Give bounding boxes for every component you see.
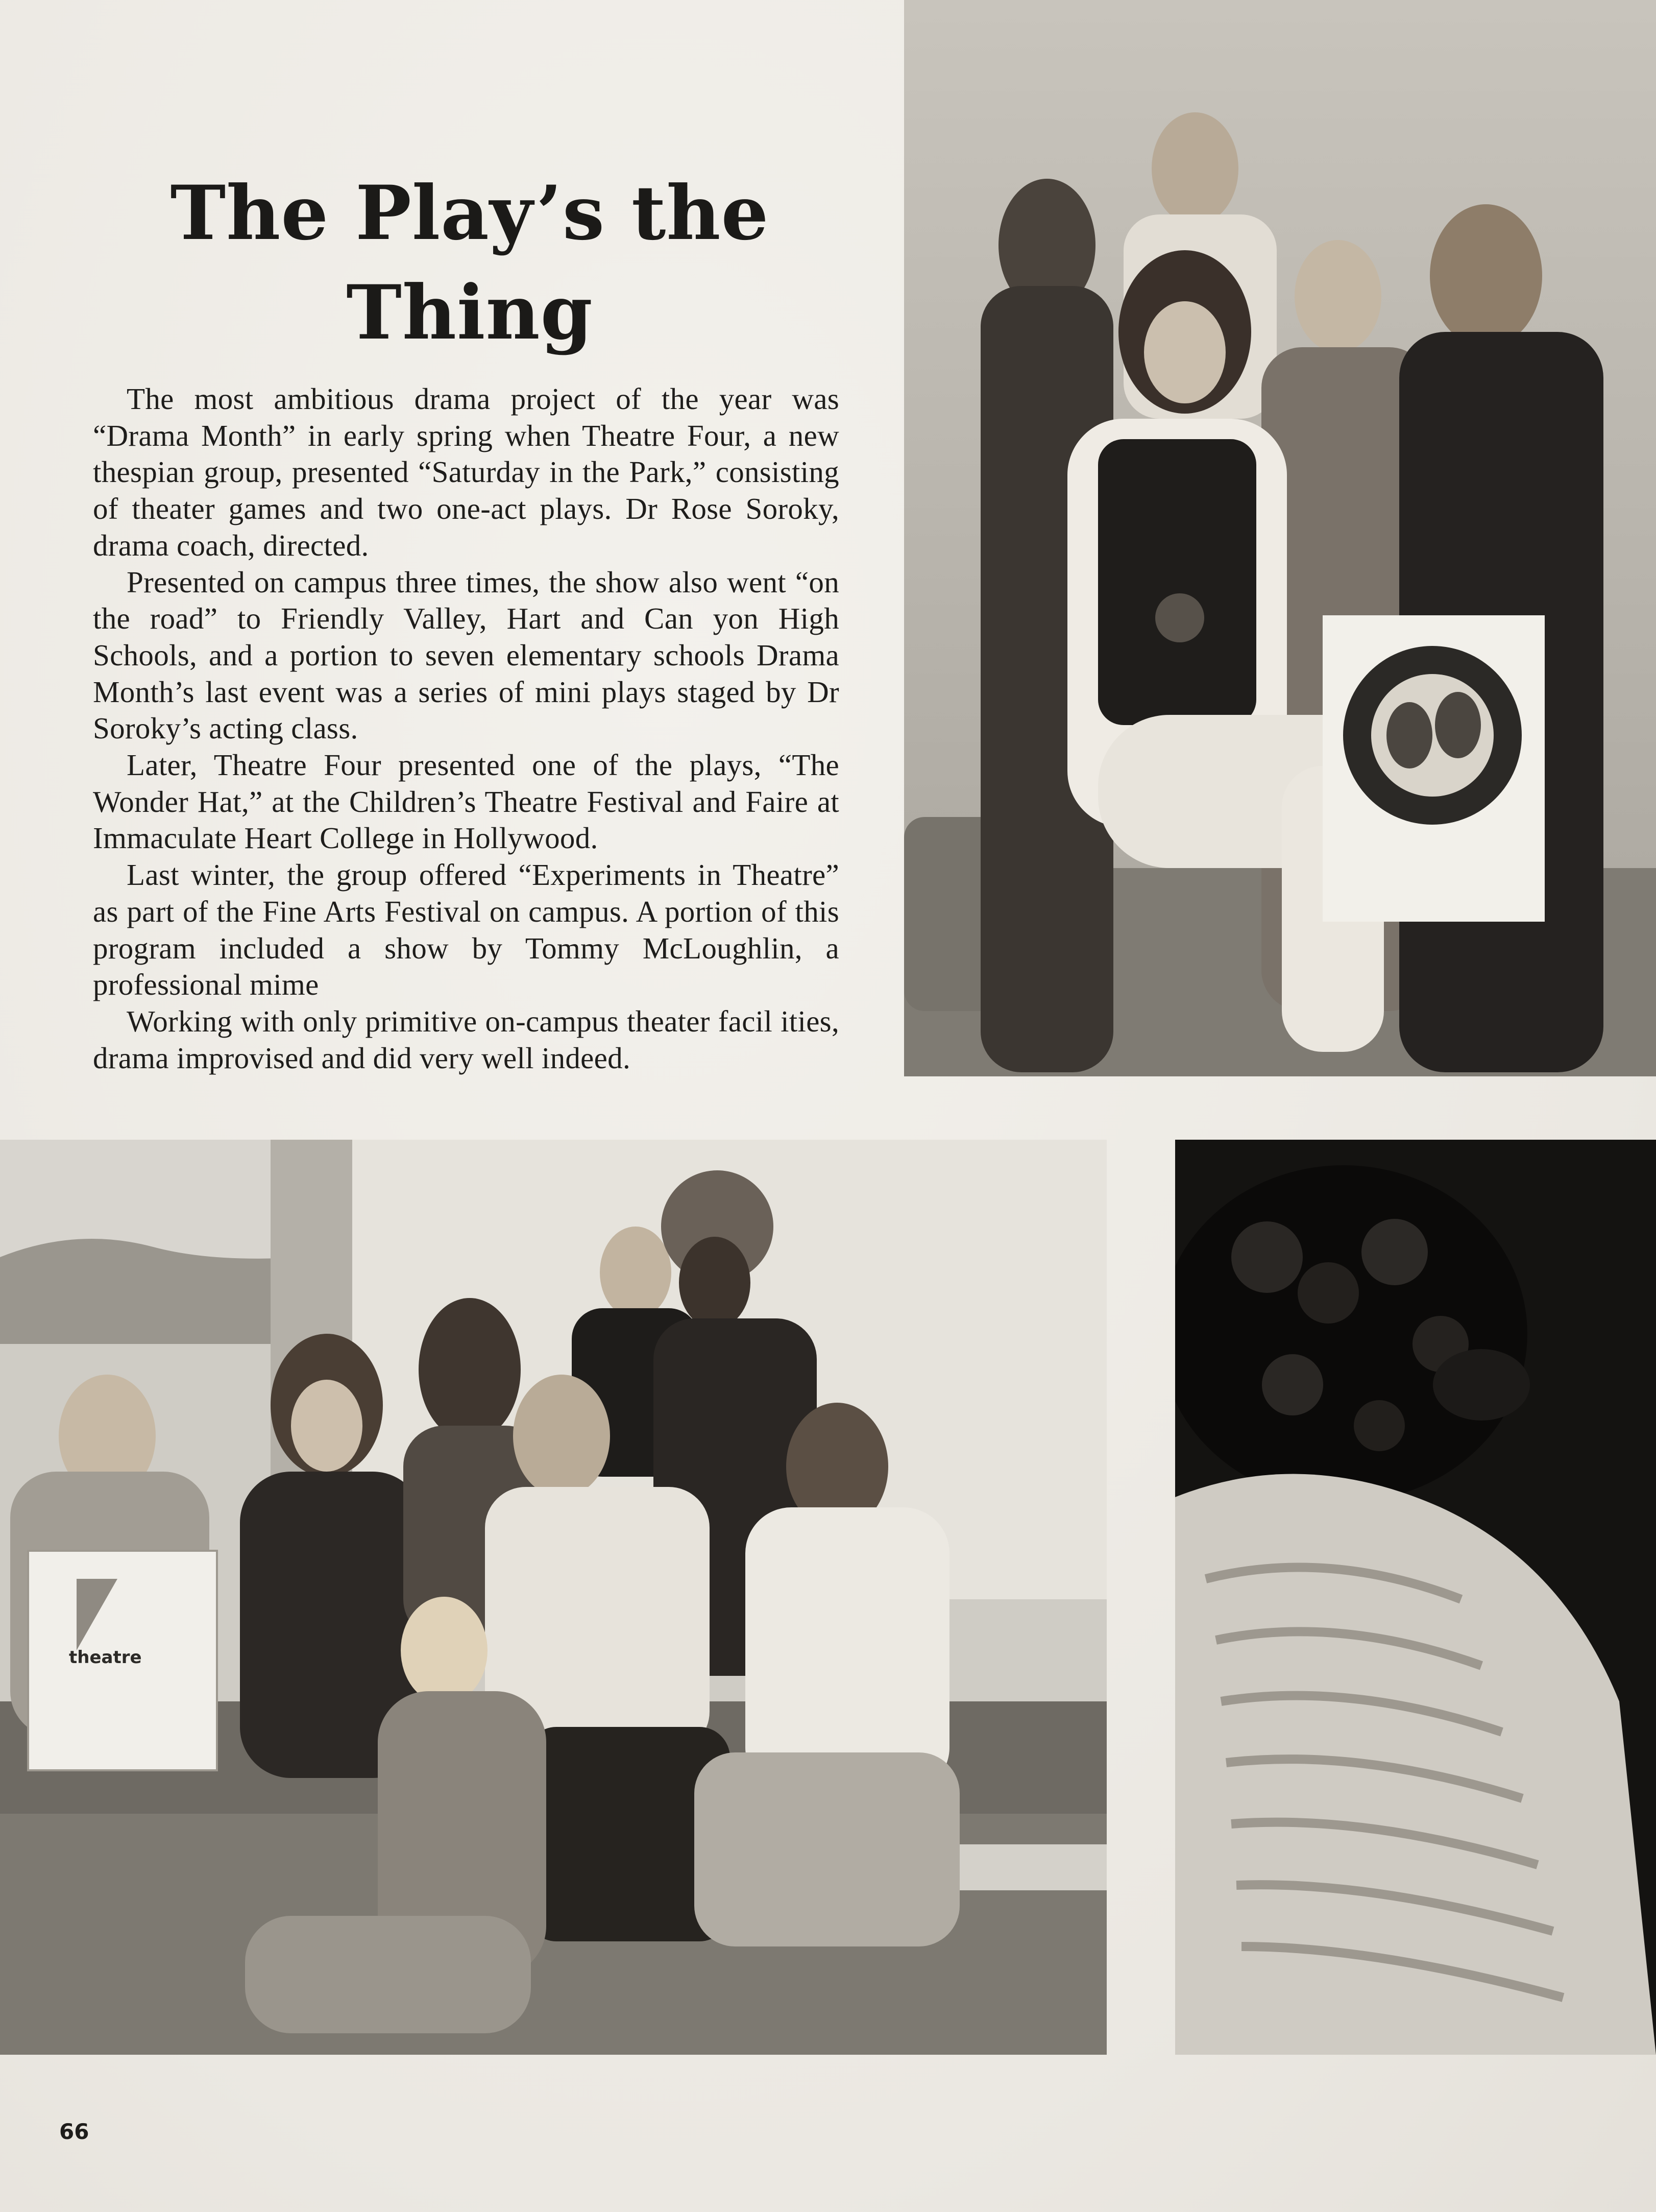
article-title-line-1: The Play’s the	[170, 170, 769, 257]
article-title-line-2: Thing	[346, 269, 593, 356]
closeup-photo	[1175, 1140, 1656, 2055]
page-number: 66	[59, 2119, 89, 2144]
theatre-four-group-photo	[0, 1140, 1107, 2055]
drama-group-photo-illustration	[904, 0, 1656, 1076]
drama-group-photo	[904, 0, 1656, 1076]
article-paragraph: Presented on campus three times, the show also went “on the road” to Friendly Valley, Hart and Can yon High Schools, and a portion to seven elementary schools Drama Month’s last event was a series of mini plays staged by Dr Soroky’s acting class.	[93, 565, 839, 746]
closeup-photo-illustration	[1175, 1140, 1656, 2055]
article-title	[123, 163, 817, 363]
article-paragraph: Working with only primitive on-campus theater facil ities, drama improvised and did very well indeed.	[93, 1004, 839, 1075]
theatre-four-sign-text: theatre	[69, 1647, 142, 1668]
article-body	[93, 381, 839, 1076]
article-paragraph: The most ambitious drama project of the year was “Drama Month” in early spring when Theatre Four, a new thespian group, presented “Saturday in the Park,” consisting of theater games and two one-act plays. Dr Rose Soroky, drama coach, directed.	[93, 382, 839, 562]
article-paragraph: Later, Theatre Four presented one of the plays, “The Wonder Hat,” at the Children’s Theatre Festival and Faire at Immaculate Heart College in Hollywood.	[93, 748, 839, 855]
theatre-four-photo-illustration	[0, 1140, 1107, 2055]
article-paragraph: Last winter, the group offered “Experiments in Theatre” as part of the Fine Arts Festival on campus. A portion of this program included a show by Tommy McLoughlin, a professional mime	[93, 858, 839, 1002]
